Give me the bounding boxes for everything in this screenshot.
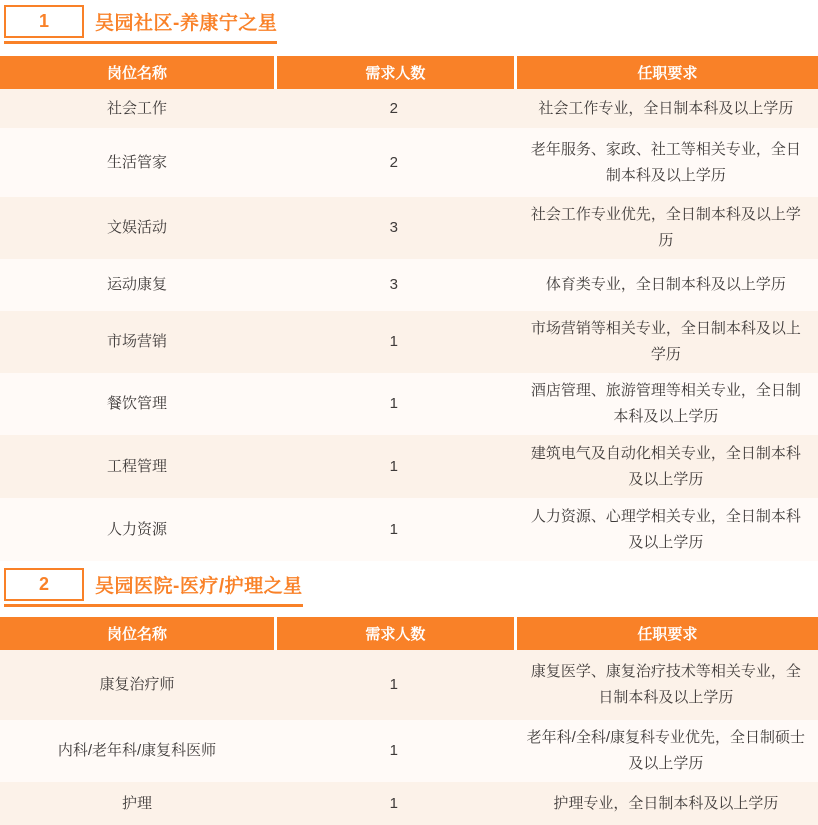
table-row <box>0 197 818 259</box>
column-header-position: 岗位名称 <box>107 626 168 643</box>
position-name: 运动康复 <box>107 276 168 293</box>
table-row <box>0 259 818 311</box>
requirement: 老年服务、家政、社工等相关专业，全日制本科及以上学历 <box>530 140 801 184</box>
headcount: 3 <box>389 219 399 236</box>
requirement: 康复医学、康复治疗技术等相关专业，全日制本科及以上学历 <box>530 663 801 706</box>
headcount: 1 <box>389 794 399 812</box>
position-name: 康复治疗师 <box>99 676 175 693</box>
section-number: 1 <box>38 11 49 31</box>
position-name: 生活管家 <box>107 153 168 171</box>
table-row <box>0 498 818 561</box>
table-row <box>0 373 818 435</box>
requirement: 市场营销等相关专业，全日制本科及以上学历 <box>530 320 801 363</box>
headcount: 1 <box>389 520 399 538</box>
position-name: 人力资源 <box>107 520 168 538</box>
headcount: 3 <box>389 276 399 293</box>
table-row <box>0 89 818 128</box>
position-name: 文娱活动 <box>107 219 168 236</box>
column-header-position: 岗位名称 <box>107 65 168 82</box>
section-2-table <box>0 617 818 825</box>
table-row <box>0 782 818 825</box>
position-name: 社会工作 <box>107 99 168 117</box>
position-name: 餐饮管理 <box>107 395 168 412</box>
requirement: 建筑电气及自动化相关专业，全日制本科及以上学历 <box>530 444 801 488</box>
table-row <box>0 720 818 782</box>
requirement: 社会工作专业，全日制本科及以上学历 <box>538 99 794 117</box>
headcount: 1 <box>389 676 399 693</box>
section-1-header <box>4 5 277 44</box>
position-name: 市场营销 <box>107 333 168 350</box>
section-2-header <box>4 568 303 607</box>
section-number: 2 <box>38 574 49 594</box>
section-1-title: 吴园社区-养康宁之星 <box>95 13 278 34</box>
headcount: 1 <box>389 333 399 350</box>
requirement: 体育类专业，全日制本科及以上学历 <box>545 276 786 293</box>
requirement: 护理专业，全日制本科及以上学历 <box>553 794 779 812</box>
position-name: 护理 <box>122 794 153 812</box>
section-1-table <box>0 56 818 561</box>
column-header-requirements: 任职要求 <box>514 617 818 650</box>
headcount: 1 <box>389 742 399 759</box>
table-header-row <box>0 56 818 89</box>
section-1-number-badge <box>4 5 84 38</box>
section-2-number-badge <box>4 568 84 601</box>
position-name: 工程管理 <box>107 457 168 475</box>
headcount: 2 <box>389 99 399 117</box>
requirement: 酒店管理、旅游管理等相关专业，全日制本科及以上学历 <box>530 382 801 425</box>
requirement: 社会工作专业优先，全日制本科及以上学历 <box>530 206 801 249</box>
table-row <box>0 128 818 197</box>
headcount: 1 <box>389 457 399 475</box>
column-header-requirements: 任职要求 <box>514 56 818 89</box>
requirement: 人力资源、心理学相关专业，全日制本科及以上学历 <box>530 507 801 551</box>
table-row <box>0 435 818 498</box>
headcount: 2 <box>389 153 399 171</box>
table-row <box>0 311 818 373</box>
position-name: 内科/老年科/康复科医师 <box>57 742 217 759</box>
column-header-headcount: 需求人数 <box>274 617 514 650</box>
requirement: 老年科/全科/康复科专业优先，全日制硕士及以上学历 <box>526 729 805 772</box>
column-header-headcount: 需求人数 <box>274 56 514 89</box>
table-header-row <box>0 617 818 650</box>
section-2-title: 吴园医院-医疗/护理之星 <box>95 576 303 597</box>
table-row <box>0 650 818 720</box>
headcount: 1 <box>389 395 399 412</box>
